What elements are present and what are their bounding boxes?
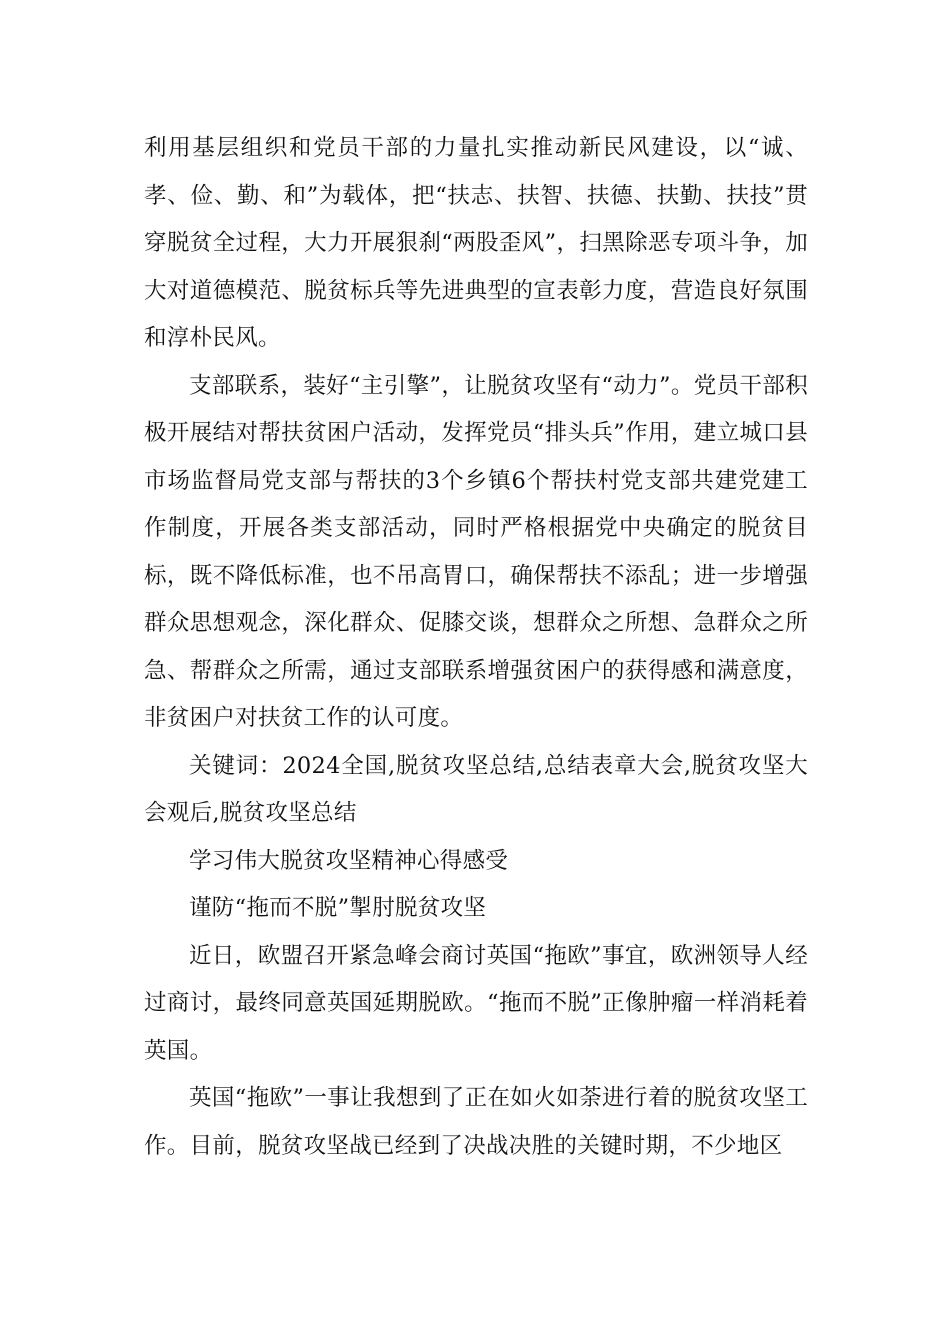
paragraph-keywords: 关键词：2024全国,脱贫攻坚总结,总结表章大会,脱贫攻坚大会观后,脱贫攻坚总结 <box>144 752 808 826</box>
heading-study-spirit: 学习伟大脱贫攻坚精神心得感受 <box>189 847 509 874</box>
paragraph-branch-contact: 支部联系，装好“主引擎”，让脱贫攻坚有“动力”。党员干部积极开展结对帮扶贫困户活动，发挥党员“排头兵”作用，建立城口县市场监督局党支部与帮扶的3个乡镇6个帮扶村党支部共建党建工作制度，开展各类支部活动，同时严格根据党中央确定的脱贫目标，既不降低标准，也不吊高胃口，确保帮扶不添乱；进一步增强群众思想观念，深化群众、促膝交谈，想群众之所想、急群众之所急、帮群众之所需，通过支部联系增强贫困户的获得感和满意度，非贫困户对扶贫工作的认可度。 <box>144 372 808 731</box>
paragraph-brexit-poverty: 英国“拖欧”一事让我想到了正在如火如荼进行着的脱贫攻坚工作。目前，脱贫攻坚战已经到了决战决胜的关键时期，不少地区 <box>144 1085 808 1159</box>
heading-beware-delay: 谨防“拖而不脱”掣肘脱贫攻坚 <box>189 895 487 921</box>
document-page <box>144 0 808 1344</box>
paragraph-new-folk-customs: 利用基层组织和党员干部的力量扎实推动新民风建设，以“诚、孝、俭、勤、和”为载体，把“扶志、扶智、扶德、扶勤、扶技”贯穿脱贫全过程，大力开展狠刹“两股歪风”，扫黑除恶专项斗争，加大对道德模范、脱贫标兵等先进典型的宣表彰力度，营造良好氛围和淳朴民风。 <box>144 135 808 351</box>
paragraph-eu-summit: 近日，欧盟召开紧急峰会商讨英国“拖欧”事宜，欧洲领导人经过商讨，最终同意英国延期脱欧。“拖而不脱”正像肿瘤一样消耗着英国。 <box>144 942 808 1064</box>
